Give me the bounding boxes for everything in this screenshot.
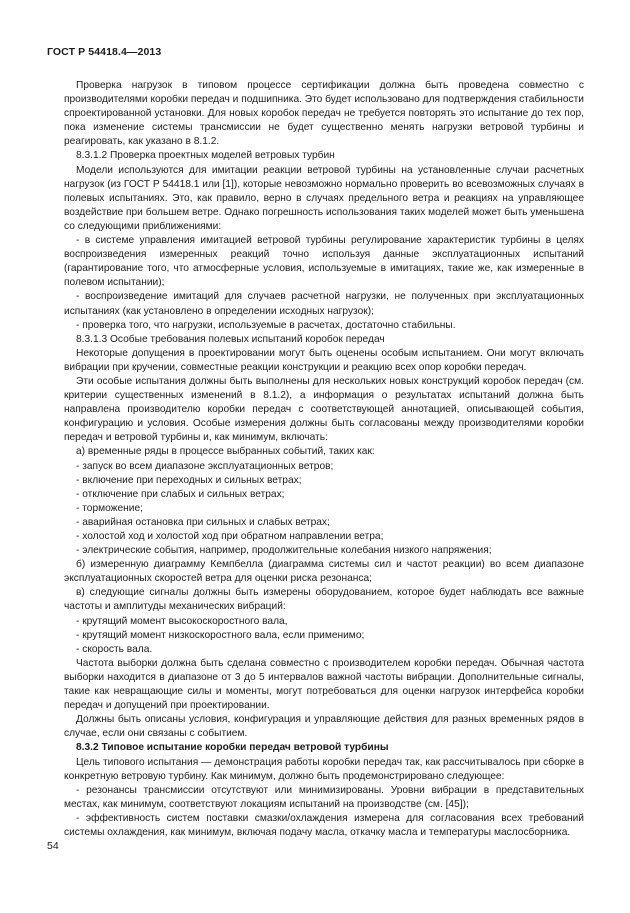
list-item: - проверка того, что нагрузки, используемые в расчетах, достаточно стабильны.	[76, 319, 456, 331]
list-item: в) следующие сигналы должны быть измерены оборудованием, которое будет наблюдать все важные частоты и амплитуды механических вибраций:	[64, 587, 584, 613]
body-text	[64, 79, 584, 840]
paragraph: Проверка нагрузок в типовом процессе сертификации должна быть проведена совместно с производителями коробки передач и подшипника. Это будет использовано для подтверждения стабильности спроектированной установки. Для новых коробок передач не требуется повторять это испытание до тех пор, пока изменение системы трансмиссии не будет существенно менять нагрузки ветровой турбины и реагировать, как указано в 8.1.2.	[64, 80, 584, 148]
paragraph: Модели используются для имитации реакции ветровой турбины на установленные случаи расчетных нагрузок (из ГОСТ Р 54418.1 или [1]), которые невозможно нормально проверить во всевозможных случаях в полевых испытаниях. Это, как правило, верно в случаях предельного ветра и реакциях на управляющее воздействие при большем ветре. Однако погрешность использования таких моделей может быть уменьшена со следующими приближениями:	[64, 164, 584, 232]
list-item: - холостой ход и холостой ход при обратном направлении ветра;	[76, 531, 384, 542]
list-item: - воспроизведение имитаций для случаев расчетной нагрузки, не полученных при эксплуатационных испытаниях (как установлено в определении исходных нагрузок);	[64, 291, 584, 317]
paragraph: Эти особые испытания должны быть выполнены для нескольких новых конструкций коробок передач (см. критерии существенных изменений в 8.1.2), а информация о результатах испытаний должна быть направлена производителю коробки передач с соответствующей аннотацией, описывающей события, конфигурацию и условия. Особые измерения должны быть согласованы между производителями коробки передач и ветровой турбины и, как минимум, включать:	[64, 375, 584, 444]
subsection-heading: 8.3.1.2 Проверка проектных моделей ветровых турбин	[76, 150, 335, 162]
list-item: - запуск во всем диапазоне эксплуатационных ветров;	[76, 460, 334, 472]
subsection-heading: 8.3.1.3 Особые требования полевых испытаний коробок передач	[76, 333, 385, 345]
list-item: - эффективность систем поставки смазки/охлаждения измерена для согласования всех требований системы охлаждения, как минимум, включая подачу масла, откачку масла и температуры маслосборника.	[64, 812, 584, 838]
paragraph: Цель типового испытания — демонстрация работы коробки передач так, как рассчитывалось при сборке в конкретную ветровую турбину. Как минимум, должно быть продемонстрировано следующее:	[64, 756, 584, 782]
paragraph: Некоторые допущения в проектировании могут быть оценены особым испытанием. Они могут включать вибрации при кручении, совместные реакции конструкции и реакцию всех опор коробки передач.	[64, 347, 584, 373]
list-item: - электрические события, например, продолжительные колебания низкого напряжения;	[76, 545, 492, 557]
page-number: 54	[47, 840, 59, 852]
list-item: - включение при переходных и сильных ветрах;	[76, 474, 302, 486]
paragraph: Должны быть описаны условия, конфигурация и управляющие действия для разных временных рядов в случае, если они связаны с событием.	[64, 714, 584, 740]
list-item: - отключение при слабых и сильных ветрах;	[76, 488, 285, 500]
list-item: - аварийная остановка при сильных и слабых ветрах;	[76, 516, 330, 528]
list-item: б) измеренную диаграмму Кемпбелла (диаграмма системы сил и частот реакции) во всем диапазоне эксплуатационных скоростей ветра для оценки риска резонанса;	[64, 559, 584, 585]
list-item: - скорость вала.	[76, 643, 153, 655]
list-item: - крутящий момент низкоскоростного вала, если применимо;	[76, 629, 365, 641]
list-item: - в системе управления имитацией ветровой турбины регулирование характеристик турбины в целях воспроизведения измеренных реакций точно используя данные эксплуатационных испытаний (гарантирование того, что атмосферные условия, используемые в имитациях, такие же, как измеренные в полевом испытании);	[64, 235, 584, 289]
list-item: - крутящий момент высокоскоростного вала,	[76, 615, 288, 627]
list-item: - торможение;	[76, 502, 143, 514]
paragraph: Частота выборки должна быть сделана совместно с производителем коробки передач. Обычная частота выборки находится в диапазоне от 3 до 5 интервалов важной частоты вибрации. Дополнительные сигналы, такие как невращающие силы и моменты, могут потребоваться для оценки нагрузок интерфейса коробки передач и допущений при проектировании.	[64, 657, 584, 712]
list-item: - резонансы трансмиссии отсутствуют или минимизированы. Уровни вибрации в представительных местах, как минимум, соответствуют локациям испытаний на производстве (см. [45]);	[64, 784, 584, 810]
list-item: а) временные ряды в процессе выбранных событий, таких как:	[76, 446, 375, 458]
document-header: ГОСТ Р 54418.4—2013	[47, 46, 162, 58]
section-heading: 8.3.2 Типовое испытание коробки передач ветровой турбины	[76, 742, 389, 754]
